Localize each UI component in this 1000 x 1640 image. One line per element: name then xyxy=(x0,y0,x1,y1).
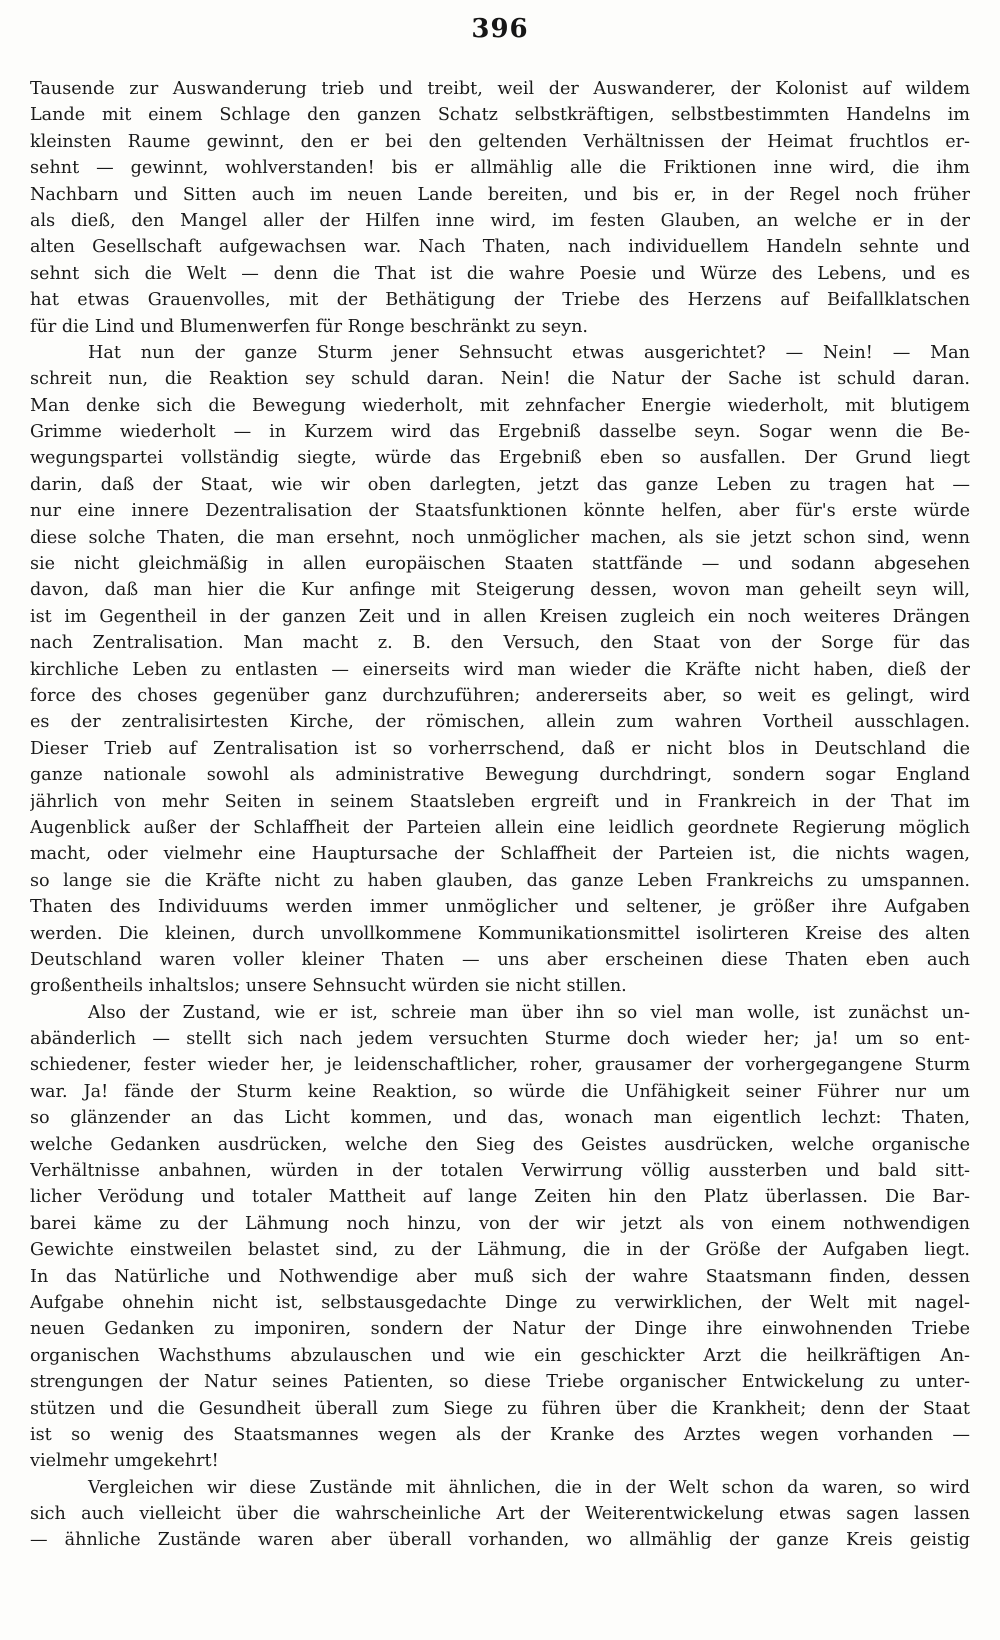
text-line: kleinsten Raume gewinnt, den er bei den geltenden Verhältnissen der Heimat fruchtlos er- xyxy=(30,131,970,152)
text-line: für die Lind und Blumenwerfen für Ronge beschränkt zu seyn. xyxy=(30,316,589,337)
text-line: sehnt — gewinnt, wohlverstanden! bis er allmählig alle die Friktionen inne wird, die ihm xyxy=(30,158,970,179)
text-line: vielmehr umgekehrt! xyxy=(30,1451,219,1472)
text-line: sehnt sich die Welt — denn die That ist die wahre Poesie und Würze des Lebens, und es xyxy=(30,263,970,284)
text-line: sie nicht gleichmäßig in allen europäischen Staaten stattfände — und sodann abgesehen xyxy=(30,554,970,575)
text-line: neuen Gedanken zu imponiren, sondern der Natur der Dinge ihre einwohnenden Triebe xyxy=(30,1319,970,1340)
text-line: hat etwas Grauenvolles, mit der Bethätigung der Triebe des Herzens auf Beifallklatschen xyxy=(30,290,970,311)
text-line: barei käme zu der Lähmung noch hinzu, von der wir jetzt als von einem nothwendigen xyxy=(30,1213,970,1234)
text-line: Aufgabe ohnehin nicht ist, selbstausgedachte Dinge zu verwirklichen, der Welt mit nagel- xyxy=(30,1292,970,1313)
text-line: davon, daß man hier die Kur anfinge mit Steigerung dessen, wovon man geheilt seyn will, xyxy=(30,580,970,601)
text-line: licher Verödung und totaler Mattheit auf lange Zeiten hin den Platz überlassen. Die Bar- xyxy=(30,1187,970,1208)
text-line: nach Zentralisation. Man macht z. B. den Versuch, den Staat von der Sorge für das xyxy=(30,633,970,654)
text-line: Vergleichen wir diese Zustände mit ähnlichen, die in der Welt schon da waren, so wird xyxy=(88,1477,970,1498)
text-line: es der zentralisirtesten Kirche, der römischen, allein zum wahren Vortheil ausschlagen. xyxy=(30,712,970,733)
text-line: — ähnliche Zustände waren aber überall vorhanden, wo allmählig der ganze Kreis geistig xyxy=(30,1530,970,1551)
text-line: force des choses gegenüber ganz durchzuführen; andererseits aber, so weit es gelingt, wird xyxy=(30,685,970,706)
text-line: werden. Die kleinen, durch unvollkommene Kommunikationsmittel isolirteren Kreise des alten xyxy=(30,923,970,944)
text-line: macht, oder vielmehr eine Hauptursache der Schlaffheit der Parteien ist, die nichts wagen, xyxy=(30,844,970,865)
text-line: Also der Zustand, wie er ist, schreie man über ihn so viel man wolle, ist zunächst un- xyxy=(88,1002,970,1023)
text-line: Gewichte einstweilen belastet sind, zu der Lähmung, die in der Größe der Aufgaben liegt. xyxy=(30,1240,970,1261)
text-line: war. Ja! fände der Sturm keine Reaktion, so würde die Unfähigkeit seiner Führer nur um xyxy=(30,1081,970,1102)
text-line: Dieser Trieb auf Zentralisation ist so vorherrschend, daß er nicht blos in Deutschland die xyxy=(30,738,970,759)
text-line: alten Gesellschaft aufgewachsen war. Nach Thaten, nach individuellem Handeln sehnte und xyxy=(30,237,970,258)
text-line: Tausende zur Auswanderung trieb und treibt, weil der Auswanderer, der Kolonist auf wildem xyxy=(30,79,970,99)
text-line: Grimme wiederholt — in Kurzem wird das Ergebniß dasselbe seyn. Sogar wenn die Be- xyxy=(30,422,970,443)
text-line: so lange sie die Kräfte nicht zu haben glauben, das ganze Leben Frankreichs zu umspannen. xyxy=(30,870,970,891)
text-line: Nachbarn und Sitten auch im neuen Lande bereiten, und bis er, in der Regel noch früher xyxy=(30,184,970,205)
text-line: Thaten des Individuums werden immer unmöglicher und seltener, je größer ihre Aufgaben xyxy=(30,897,970,918)
text-line: schiedener, fester wieder her, je leidenschaftlicher, roher, grausamer der vorhergegangene Sturm xyxy=(30,1055,970,1076)
text-line: sich auch vielleicht über die wahrscheinliche Art der Weiterentwickelung etwas sagen lassen xyxy=(30,1504,970,1525)
text-line: wegungspartei vollständig siegte, würde das Ergebniß eben so ausfallen. Der Grund liegt xyxy=(30,448,970,469)
text-line: nur eine innere Dezentralisation der Staatsfunktionen könnte helfen, aber für's erste würde xyxy=(30,501,970,522)
text-line: ist im Gegentheil in der ganzen Zeit und in allen Kreisen zugleich ein noch weiteres Drängen xyxy=(30,606,970,627)
text-line: schreit nun, die Reaktion sey schuld daran. Nein! die Natur der Sache ist schuld daran. xyxy=(30,369,970,390)
text-line: ganze nationale sowohl als administrative Bewegung durchdringt, sondern sogar England xyxy=(30,765,970,786)
text-line: großentheils inhaltslos; unsere Sehnsucht würden sie nicht stillen. xyxy=(30,976,627,997)
text-line: ist so wenig des Staatsmannes wegen als der Kranke des Arztes wegen vorhanden — xyxy=(30,1424,970,1445)
text-line: darin, daß der Staat, wie wir oben darlegten, jetzt das ganze Leben zu tragen hat — xyxy=(30,474,970,495)
text-line: Hat nun der ganze Sturm jener Sehnsucht etwas ausgerichtet? — Nein! — Man xyxy=(88,342,970,363)
text-line: so glänzender an das Licht kommen, und das, wonach man eigentlich lechzt: Thaten, xyxy=(30,1108,970,1129)
text-line: jährlich von mehr Seiten in seinem Staatsleben ergreift und in Frankreich in der That im xyxy=(30,791,970,812)
text-line: abänderlich — stellt sich nach jedem versuchten Sturme doch wieder her; ja! um so ent- xyxy=(30,1029,970,1050)
text-line: Man denke sich die Bewegung wiederholt, mit zehnfacher Energie wiederholt, mit blutigem xyxy=(30,395,970,416)
text-line: In das Natürliche und Nothwendige aber muß sich der wahre Staatsmann finden, dessen xyxy=(30,1266,970,1287)
text-line: als dieß, den Mangel aller der Hilfen inne wird, im festen Glauben, an welche er in der xyxy=(30,210,970,231)
text-line: stützen und die Gesundheit überall zum Siege zu führen über die Krankheit; denn der Staat xyxy=(30,1398,970,1419)
body-text xyxy=(30,76,970,1554)
text-line: strengungen der Natur seines Patienten, so diese Triebe organischer Entwickelung zu unter- xyxy=(30,1372,970,1393)
text-line: kirchliche Leben zu entlasten — einerseits wird man wieder die Kräfte nicht haben, dieß der xyxy=(30,659,970,680)
text-line: organischen Wachsthums abzulauschen und wie ein geschickter Arzt die heilkräftigen An- xyxy=(30,1345,970,1366)
page-number: 396 xyxy=(471,14,529,44)
text-line: Lande mit einem Schlage den ganzen Schatz selbstkräftigen, selbstbestimmten Handelns im xyxy=(30,105,970,126)
text-line: Deutschland waren voller kleiner Thaten — uns aber erscheinen diese Thaten eben auch xyxy=(30,949,970,970)
text-line: Augenblick außer der Schlaffheit der Parteien allein eine leidlich geordnete Regierung möglich xyxy=(30,817,970,838)
text-line: diese solche Thaten, die man ersehnt, noch unmöglicher machen, als sie jetzt schon sind, wenn xyxy=(30,527,970,548)
text-line: Verhältnisse anbahnen, würden in der totalen Verwirrung völlig aussterben und bald sitt- xyxy=(30,1161,970,1182)
text-line: welche Gedanken ausdrücken, welche den Sieg des Geistes ausdrücken, welche organische xyxy=(30,1134,970,1155)
